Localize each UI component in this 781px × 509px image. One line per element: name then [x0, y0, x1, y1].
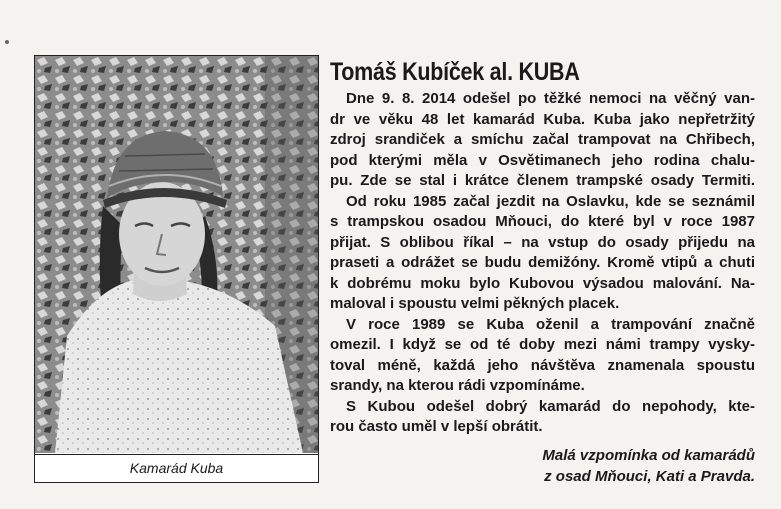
article-line: Od roku 1985 začal jezdit na Oslavku, kde se seznámil	[346, 192, 755, 210]
article-line: k dobrému moku bylo Kubovou výsadou malování. Na-	[330, 274, 755, 292]
article-line: praseti a odrážet se budu demižóny. Kromě vtipů a chuti	[330, 254, 755, 271]
article-line: omezil. I když se od té doby mezi námi trampy vysky-	[330, 336, 755, 353]
signature	[542, 445, 755, 487]
print-speck	[5, 40, 9, 44]
signature-line: z osad Mňouci, Kati a Pravda.	[544, 468, 755, 485]
article-line: přijat. S oblibou říkal – na vstup do osady přijedu na	[330, 233, 755, 251]
article-line: srandy, na kterou rádi vzpomínáme.	[330, 377, 585, 394]
article-line: V roce 1989 se Kuba oženil a trampování značně	[346, 315, 755, 333]
article-body	[330, 89, 755, 438]
article-line: dr ve věku 48 let kamarád Kuba. Kuba jako nepřetržitý	[330, 110, 755, 128]
article-line: pu. Zde se stal i krátce členem trampské osady Termiti.	[330, 172, 755, 189]
article-line: pod kterými měla v Osvětimanech jeho rodina chalu-	[330, 151, 755, 169]
article-line: S Kubou odešel dobrý kamarád do nepohody, kte-	[346, 397, 755, 415]
portrait-illustration	[35, 56, 318, 453]
article-line: zdroj srandiček a smíchu začal trampovat na Chřibech,	[330, 131, 755, 148]
article-line: rou často uměl v lepší obrátit.	[330, 418, 543, 435]
portrait-photo	[35, 56, 318, 453]
article-line: Dne 9. 8. 2014 odešel po těžké nemoci na věčný van-	[346, 90, 755, 107]
article-title: Tomáš Kubíček al. KUBA	[330, 58, 580, 86]
article-line: maloval i spoustu velmi pěkných placek.	[330, 295, 620, 312]
signature-line: Malá vzpomínka od kamarádů	[542, 447, 755, 464]
photo-caption: Kamarád Kuba	[35, 454, 318, 483]
article-line: s trampskou osadou Mňouci, do které byl v roce 1987	[330, 213, 755, 230]
memorial-photo-frame	[34, 55, 319, 483]
article-line: toval méně, každá jeho návštěva znamenala spoustu	[330, 356, 755, 374]
